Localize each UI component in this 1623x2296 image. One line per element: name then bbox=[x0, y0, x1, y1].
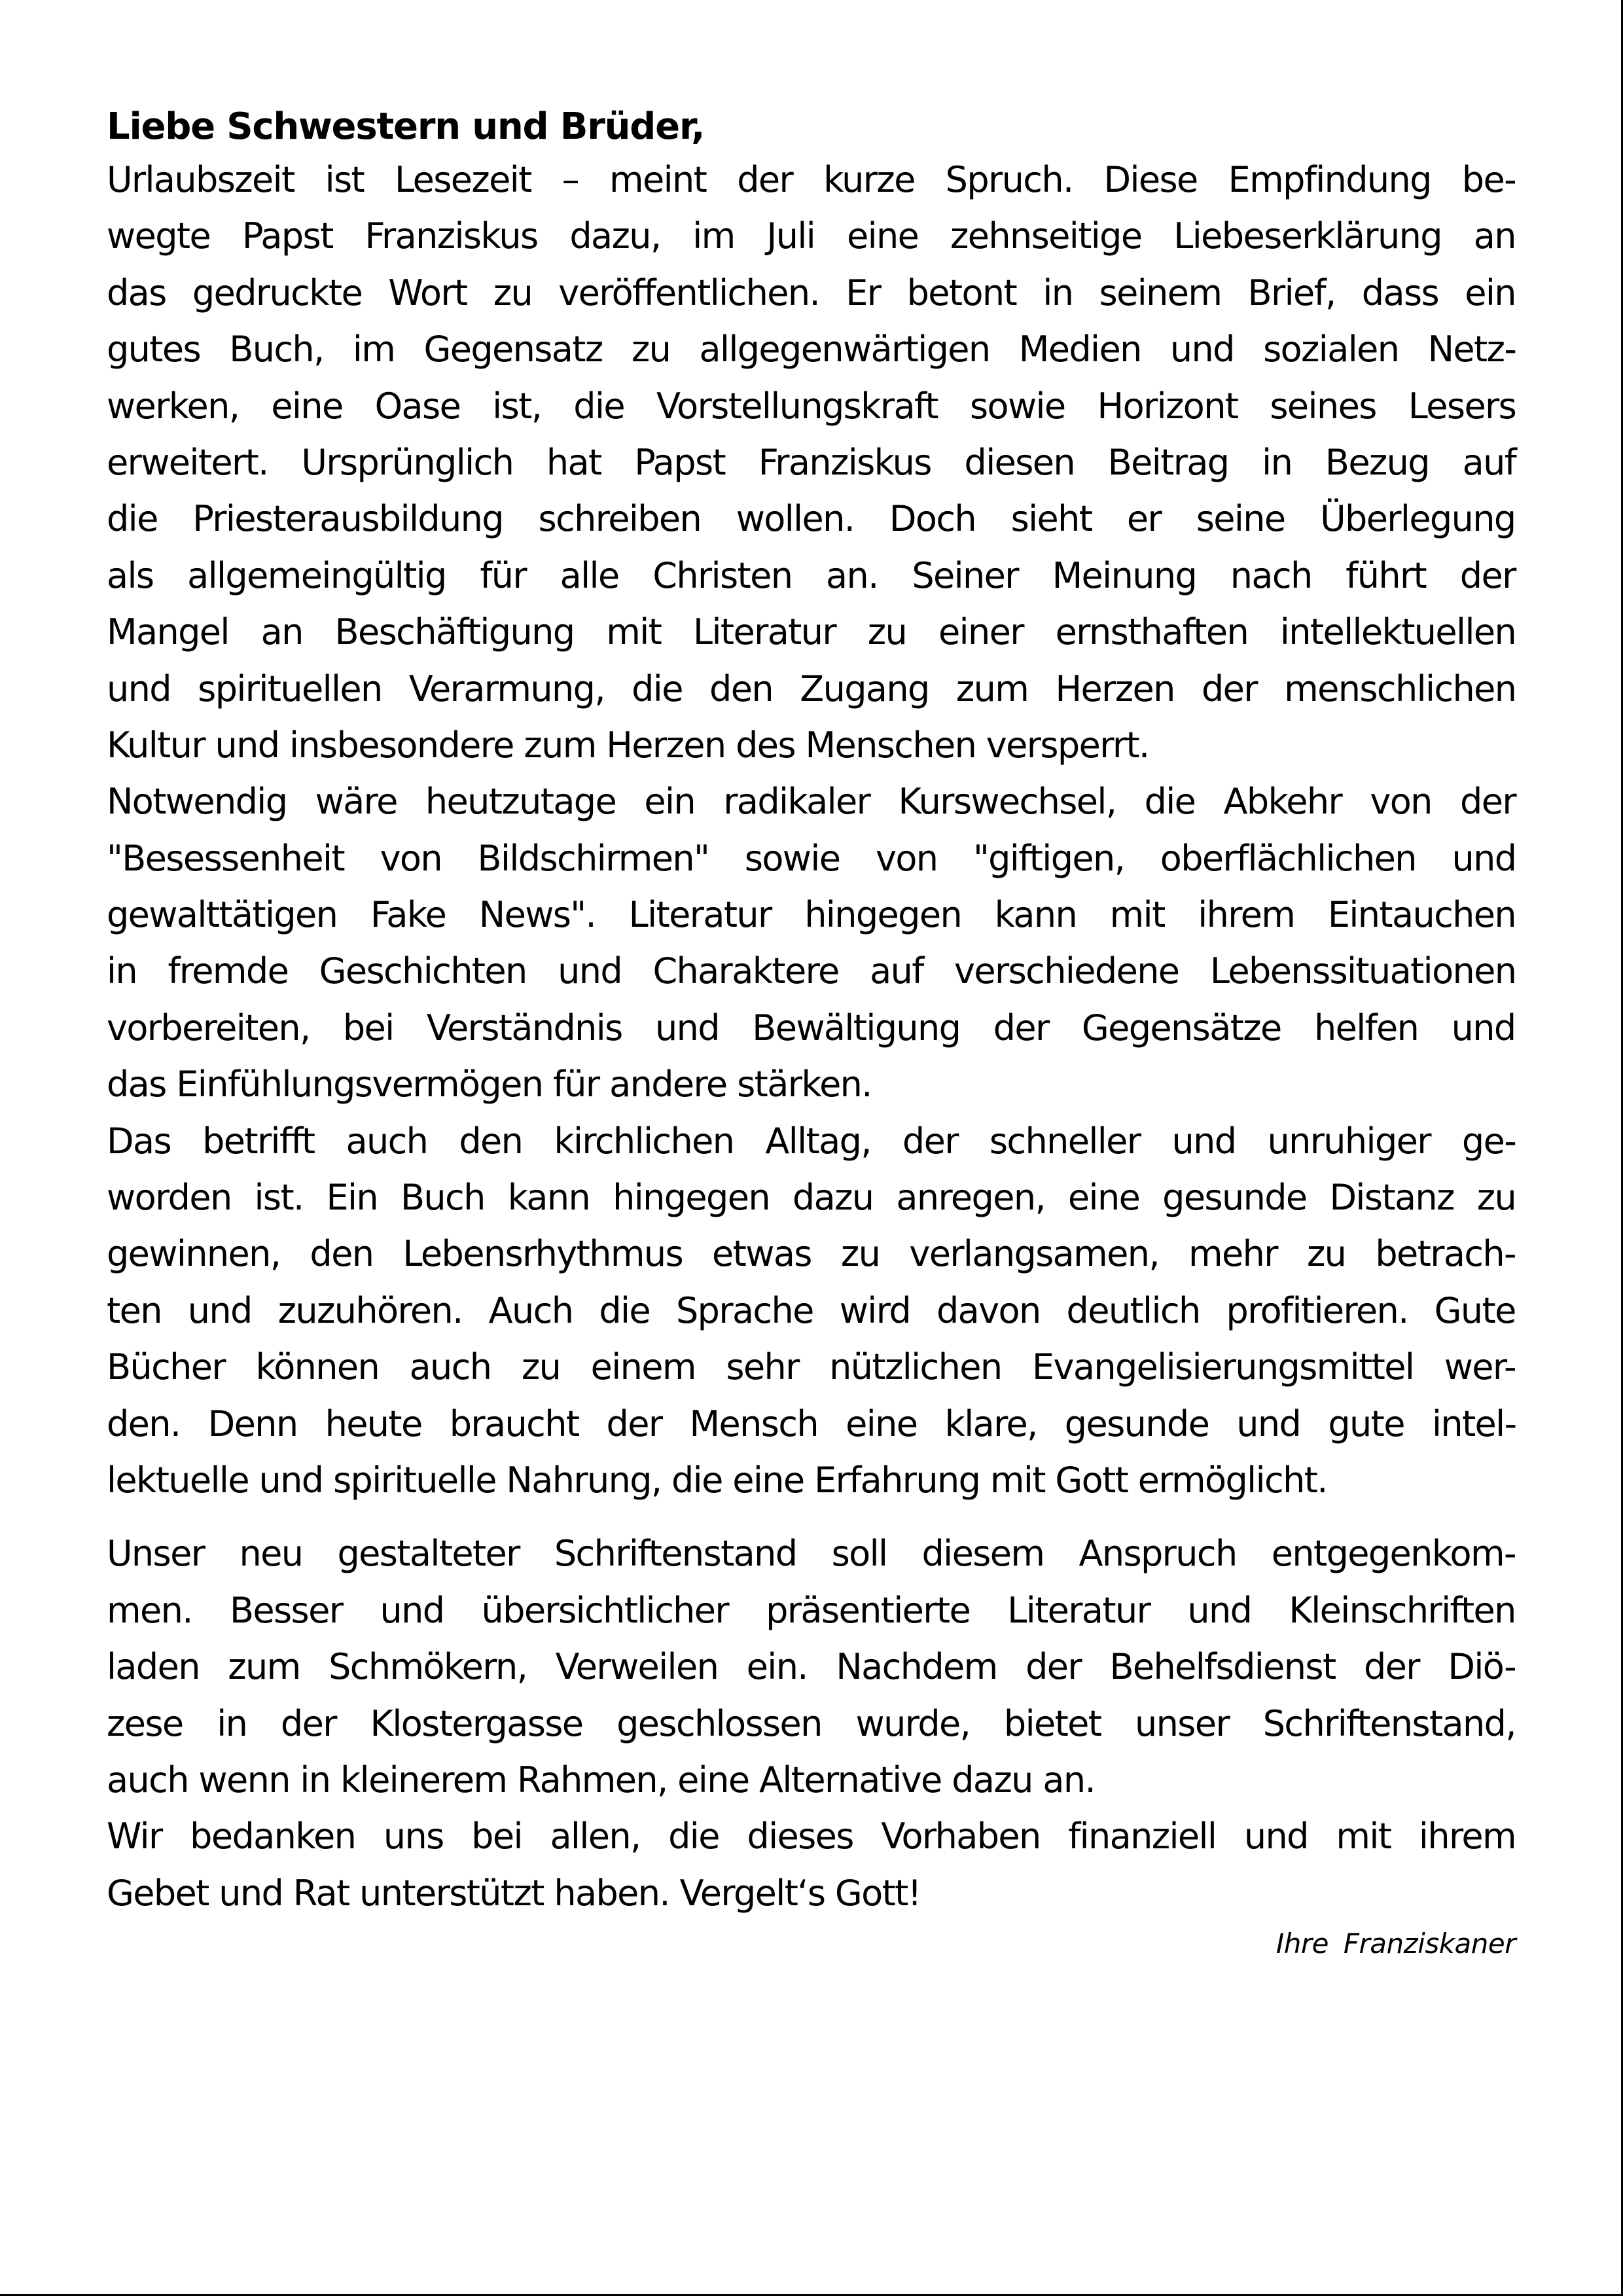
text-line: gutes Buch, im Gegensatz zu allgegenwärtigen Medien und sozialen Netz- bbox=[107, 329, 1516, 370]
text-line: Gebet und Rat unterstützt haben. Vergelt‘s Gott! bbox=[107, 1872, 921, 1914]
text-line: das gedruckte Wort zu veröffentlichen. Er betont in seinem Brief, dass ein bbox=[107, 272, 1516, 314]
text-line: worden ist. Ein Buch kann hingegen dazu anregen, eine gesunde Distanz zu bbox=[107, 1177, 1516, 1219]
text-line: "Besessenheit von Bildschirmen" sowie von "giftigen, oberflächlichen und bbox=[107, 837, 1516, 879]
text-line: auch wenn in kleinerem Rahmen, eine Alternative dazu an. bbox=[107, 1759, 1096, 1801]
text-line: erweitert. Ursprünglich hat Papst Franziskus diesen Beitrag in Bezug auf bbox=[107, 441, 1516, 483]
text-line: Notwendig wäre heutzutage ein radikaler Kurswechsel, die Abkehr von der bbox=[107, 781, 1516, 823]
text-line: Unser neu gestalteter Schriftenstand soll diesem Anspruch entgegenkom- bbox=[107, 1533, 1516, 1575]
text-line: wegte Papst Franziskus dazu, im Juli eine zehnseitige Liebeserklärung an bbox=[107, 215, 1516, 257]
text-line: und spirituellen Verarmung, die den Zugang zum Herzen der menschlichen bbox=[107, 668, 1516, 709]
text-line: Wir bedanken uns bei allen, die dieses Vorhaben finanziell und mit ihrem bbox=[107, 1816, 1516, 1857]
text-line: laden zum Schmökern, Verweilen ein. Nachdem der Behelfsdienst der Diö- bbox=[107, 1646, 1516, 1688]
text-line: Das betrifft auch den kirchlichen Alltag, der schneller und unruhiger ge- bbox=[107, 1120, 1516, 1162]
text-line: die Priesterausbildung schreiben wollen. Doch sieht er seine Überlegung bbox=[107, 498, 1516, 540]
text-line: werken, eine Oase ist, die Vorstellungskraft sowie Horizont seines Lesers bbox=[107, 385, 1516, 427]
text-line: gewinnen, den Lebensrhythmus etwas zu verlangsamen, mehr zu betrach- bbox=[107, 1233, 1516, 1275]
text-line: lektuelle und spirituelle Nahrung, die eine Erfahrung mit Gott ermöglicht. bbox=[107, 1459, 1327, 1501]
text-line: Mangel an Beschäftigung mit Literatur zu einer ernsthaften intellektuellen bbox=[107, 611, 1516, 653]
text-line: den. Denn heute braucht der Mensch eine klare, gesunde und gute intel- bbox=[107, 1403, 1516, 1444]
text-line: das Einfühlungsvermögen für andere stärken. bbox=[107, 1064, 872, 1105]
text-line: Urlaubszeit ist Lesezeit – meint der kurze Spruch. Diese Empfindung be- bbox=[107, 159, 1516, 200]
salutation-heading: Liebe Schwestern und Brüder, bbox=[107, 105, 705, 148]
text-line: men. Besser und übersichtlicher präsentierte Literatur und Kleinschriften bbox=[107, 1589, 1516, 1631]
paragraph-papal-letter bbox=[107, 152, 1516, 774]
signature: Ihre Franziskaner bbox=[1275, 1928, 1516, 1960]
text-line: Bücher können auch zu einem sehr nützlichen Evangelisierungsmittel wer- bbox=[107, 1346, 1516, 1388]
paragraph-bookstand bbox=[107, 1526, 1516, 1808]
text-line: als allgemeingültig für alle Christen an. Seiner Meinung nach führt der bbox=[107, 554, 1516, 596]
paragraph-church-everyday bbox=[107, 1113, 1516, 1509]
paragraph-course-change bbox=[107, 774, 1516, 1113]
text-line: vorbereiten, bei Verständnis und Bewältigung der Gegensätze helfen und bbox=[107, 1007, 1516, 1049]
text-line: Kultur und insbesondere zum Herzen des Menschen versperrt. bbox=[107, 724, 1149, 766]
paragraph-thanks bbox=[107, 1808, 1516, 1922]
text-line: zese in der Klostergasse geschlossen wurde, bietet unser Schriftenstand, bbox=[107, 1702, 1516, 1744]
text-line: in fremde Geschichten und Charaktere auf verschiedene Lebenssituationen bbox=[107, 950, 1516, 992]
letter-body bbox=[107, 102, 1516, 1964]
text-line: gewalttätigen Fake News". Literatur hingegen kann mit ihrem Eintauchen bbox=[107, 894, 1516, 936]
text-line: ten und zuzuhören. Auch die Sprache wird davon deutlich profitieren. Gute bbox=[107, 1289, 1516, 1331]
